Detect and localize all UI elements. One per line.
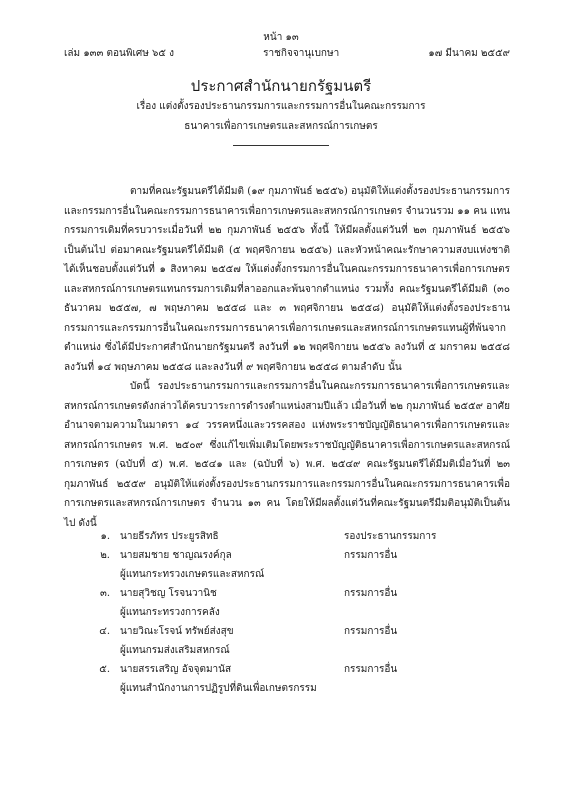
member-affiliation: ผู้แทนกรมส่งเสริมสหกรณ์ xyxy=(120,645,230,656)
member-number: ๒. xyxy=(100,550,110,561)
paragraph-1 xyxy=(64,182,510,377)
member-number: ๑. xyxy=(100,531,110,542)
member-role: กรรมการอื่น xyxy=(344,664,398,675)
publication-date: ๑๗ มีนาคม ๒๕๕๙ xyxy=(428,48,510,59)
subject-line-1: เรื่อง แต่งตั้งรองประธานกรรมการและกรรมการอื่นในคณะกรรมการ xyxy=(136,101,426,112)
document-title: ประกาศสำนักนายกรัฐมนตรี xyxy=(190,77,372,95)
page-number: หน้า ๑๓ xyxy=(263,32,299,43)
member-row xyxy=(64,586,510,605)
member-row xyxy=(64,548,510,567)
member-name: นายสมชาย ชาญณรงค์กุล xyxy=(120,550,232,561)
member-list xyxy=(64,529,510,700)
member-number: ๕. xyxy=(99,664,110,675)
volume-issue: เล่ม ๑๓๓ ตอนพิเศษ ๖๕ ง xyxy=(64,48,174,59)
member-role: กรรมการอื่น xyxy=(344,550,398,561)
member-affiliation-row xyxy=(64,681,510,700)
member-name: นายสรรเสริญ อัจจุตมานัส xyxy=(120,664,232,675)
member-affiliation-row xyxy=(64,605,510,624)
paragraph-1-text: ตามที่คณะรัฐมนตรีได้มีมติ (๑๙ กุมภาพันธ์ ๒๕๕๖) อนุมัติให้แต่งตั้งรองประธานกรรมการและกรรมการอื่นในคณะกรรมการธนาคารเพื่อการเกษตรและสหกรณ์การเกษตร จำนวนรวม ๑๑ คน แทนกรรมการเดิมที่ครบวาระเมื่อวันที่ ๒๒ กุมภาพันธ์ ๒๕๕๖ ทั้งนี้ ให้มีผลตั้งแต่วันที่ ๒๓ กุมภาพันธ์ ๒๕๕๖ เป็นต้นไป ต่อมาคณะรัฐมนตรีได้มีมติ (๕ พฤศจิกายน ๒๕๕๖) และหัวหน้าคณะรักษาความสงบแห่งชาติได้เห็นชอบตั้งแต่วันที่ ๑ สิงหาคม ๒๕๕๗ ให้แต่งตั้งกรรมการอื่นในคณะกรรมการธนาคารเพื่อการเกษตรและสหกรณ์การเกษตรแทนกรรมการเดิมที่ลาออกและพ้นจากตำแหน่ง รวมทั้ง คณะรัฐมนตรีได้มีมติ (๓๐ ธันวาคม ๒๕๕๗, ๗ พฤษภาคม ๒๕๕๘ และ ๓ พฤศจิกายน ๒๕๕๘) อนุมัติให้แต่งตั้งรองประธานกรรมการและกรรมการอื่นในคณะกรรมการธนาคารเพื่อการเกษตรและสหกรณ์การเกษตรแทนผู้ที่พ้นจากตำแหน่ง ซึ่งได้มีประกาศสำนักนายกรัฐมนตรี ลงวันที่ ๑๒ พฤศจิกายน ๒๕๕๖ ลงวันที่ ๕ มกราคม ๒๕๕๘ ลงวันที่ ๑๔ พฤษภาคม ๒๕๕๘ และลงวันที่ ๙ พฤศจิกายน ๒๕๕๘ ตามลำดับ นั้น xyxy=(64,186,510,373)
gazette-header xyxy=(64,46,510,61)
member-affiliation: ผู้แทนสำนักงานการปฏิรูปที่ดินเพื่อเกษตรกรรม xyxy=(120,683,317,694)
document-subject xyxy=(0,97,562,137)
gazette-name: ราชกิจจานุเบกษา xyxy=(263,48,340,59)
member-row xyxy=(64,624,510,643)
member-row xyxy=(64,529,510,548)
paragraph-2-text: บัดนี้ รองประธานกรรมการและกรรมการอื่นในคณะกรรมการธนาคารเพื่อการเกษตรและสหกรณ์การเกษตรดังกล่าวได้ครบวาระการดำรงตำแหน่งสามปีแล้ว เมื่อวันที่ ๒๒ กุมภาพันธ์ ๒๕๕๙ อาศัยอำนาจตามความในมาตรา ๑๔ วรรคหนึ่งและวรรคสอง แห่งพระราชบัญญัติธนาคารเพื่อการเกษตรและสหกรณ์การเกษตร พ.ศ. ๒๕๐๙ ซึ่งแก้ไขเพิ่มเติมโดยพระราชบัญญัติธนาคารเพื่อการเกษตรและสหกรณ์การเกษตร (ฉบับที่ ๕) พ.ศ. ๒๕๔๑ และ (ฉบับที่ ๖) พ.ศ. ๒๕๔๙ คณะรัฐมนตรีได้มีมติเมื่อวันที่ ๒๓ กุมภาพันธ์ ๒๕๕๙ อนุมัติให้แต่งตั้งรองประธานกรรมการและกรรมการอื่นในคณะกรรมการธนาคารเพื่อการเกษตรและสหกรณ์การเกษตร จำนวน ๑๓ คน โดยให้มีผลตั้งแต่วันที่คณะรัฐมนตรีมีมติอนุมัติเป็นต้นไป ดังนี้ xyxy=(64,381,510,529)
subject-line-2: ธนาคารเพื่อการเกษตรและสหกรณ์การเกษตร xyxy=(184,121,378,132)
member-number: ๓. xyxy=(99,588,110,599)
member-affiliation-row xyxy=(64,567,510,586)
member-affiliation-row xyxy=(64,643,510,662)
member-name: นายสุวิชญ โรจนวานิช xyxy=(120,588,217,599)
member-role: รองประธานกรรมการ xyxy=(344,531,437,542)
member-name: นายธีรภัทร ประยูรสิทธิ xyxy=(120,531,219,542)
member-affiliation: ผู้แทนกระทรวงเกษตรและสหกรณ์ xyxy=(120,569,265,580)
divider-line xyxy=(233,145,329,146)
paragraph-2 xyxy=(64,377,510,533)
member-role: กรรมการอื่น xyxy=(344,626,398,637)
member-name: นายวิณะโรจน์ ทรัพย์ส่งสุข xyxy=(120,626,234,637)
member-row xyxy=(64,662,510,681)
member-role: กรรมการอื่น xyxy=(344,588,398,599)
member-number: ๔. xyxy=(99,626,110,637)
member-affiliation: ผู้แทนกระทรวงการคลัง xyxy=(120,607,220,618)
